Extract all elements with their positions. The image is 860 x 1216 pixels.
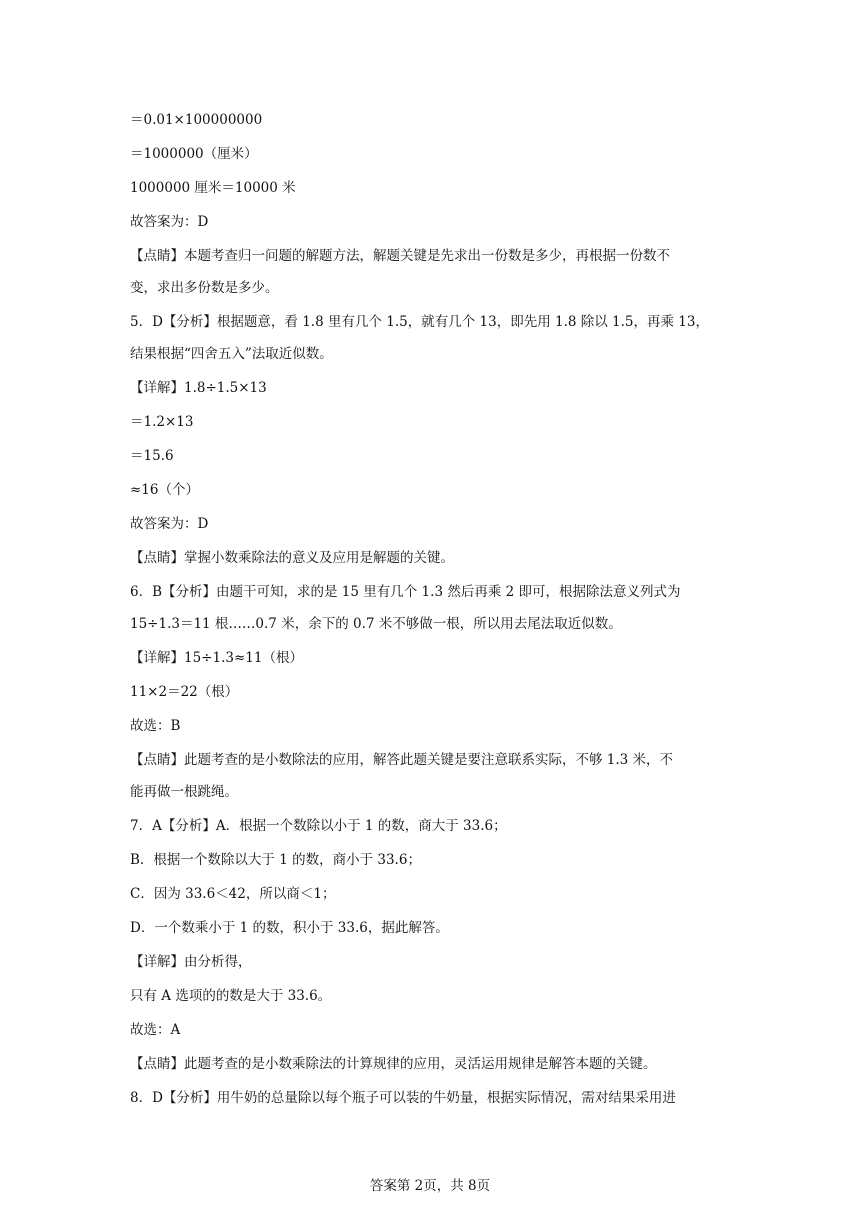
text-line: D．一个数乘小于 1 的数，积小于 33.6，据此解答。 bbox=[130, 920, 449, 936]
text-line: 【点睛】此题考查的是小数乘除法的计算规律的应用，灵活运用规律是解答本题的关键。 bbox=[130, 1056, 657, 1072]
comment-paragraph bbox=[130, 245, 730, 299]
page-footer: 答案第 2页，共 8页 bbox=[369, 1178, 491, 1194]
text-line: 故选：B bbox=[130, 718, 181, 734]
text-line: 故答案为：D bbox=[130, 214, 209, 230]
text-line: 7．A【分析】A．根据一个数除以小于 1 的数，商大于 33.6； bbox=[130, 818, 507, 834]
answer-content bbox=[130, 109, 730, 1121]
text-line: 15÷1.3＝11 根……0.7 米，余下的 0.7 米不够做一根，所以用去尾法取近似数。 bbox=[130, 616, 622, 632]
text-line: 故答案为：D bbox=[130, 516, 209, 532]
text-line: 1000000 厘米＝10000 米 bbox=[130, 180, 296, 196]
text-line: 6．B【分析】由题干可知，求的是 15 里有几个 1.3 然后再乘 2 即可，根据除法意义列式为 bbox=[130, 584, 681, 600]
text-line: 【点睛】本题考查归一问题的解题方法，解题关键是先求出一份数是多少，再根据一份数不 bbox=[130, 248, 670, 264]
text-line: ＝0.01×100000000 bbox=[130, 112, 263, 128]
text-line: 只有 A 选项的的数是大于 33.6。 bbox=[130, 988, 332, 1004]
comment-paragraph bbox=[130, 749, 730, 803]
text-line: 【详解】由分析得， bbox=[130, 954, 252, 970]
text-line: C．因为 33.6＜42，所以商＜1； bbox=[130, 886, 336, 902]
text-line: 结果根据“四舍五入”法取近似数。 bbox=[130, 346, 333, 362]
text-line: 【详解】1.8÷1.5×13 bbox=[130, 380, 267, 396]
text-line: 【点睛】此题考查的是小数除法的应用，解答此题关键是要注意联系实际，不够 1.3 米，不 bbox=[130, 752, 674, 768]
text-line: 【点睛】掌握小数乘除法的意义及应用是解题的关键。 bbox=[130, 550, 454, 566]
text-line: 变，求出多份数是多少。 bbox=[130, 280, 279, 296]
text-line: 【详解】15÷1.3≈11（根） bbox=[130, 650, 303, 666]
text-line: ＝15.6 bbox=[130, 448, 174, 464]
text-line: 5．D【分析】根据题意，看 1.8 里有几个 1.5，就有几个 13，即先用 1.8 除以 1.5，再乘 13， bbox=[130, 314, 709, 330]
text-line: ＝1000000（厘米） bbox=[130, 146, 258, 162]
text-line: 11×2＝22（根） bbox=[130, 684, 239, 700]
text-line: 能再做一根跳绳。 bbox=[130, 784, 238, 800]
question-5-analysis bbox=[130, 311, 730, 365]
text-line: 8．D【分析】用牛奶的总量除以每个瓶子可以装的牛奶量，根据实际情况，需对结果采用进 bbox=[130, 1090, 676, 1106]
text-line: ＝1.2×13 bbox=[130, 414, 194, 430]
question-6-analysis bbox=[130, 581, 730, 635]
text-line: 故选：A bbox=[130, 1022, 181, 1038]
text-line: ≈16（个） bbox=[130, 482, 199, 498]
text-line: B．根据一个数除以大于 1 的数，商小于 33.6； bbox=[130, 852, 421, 868]
